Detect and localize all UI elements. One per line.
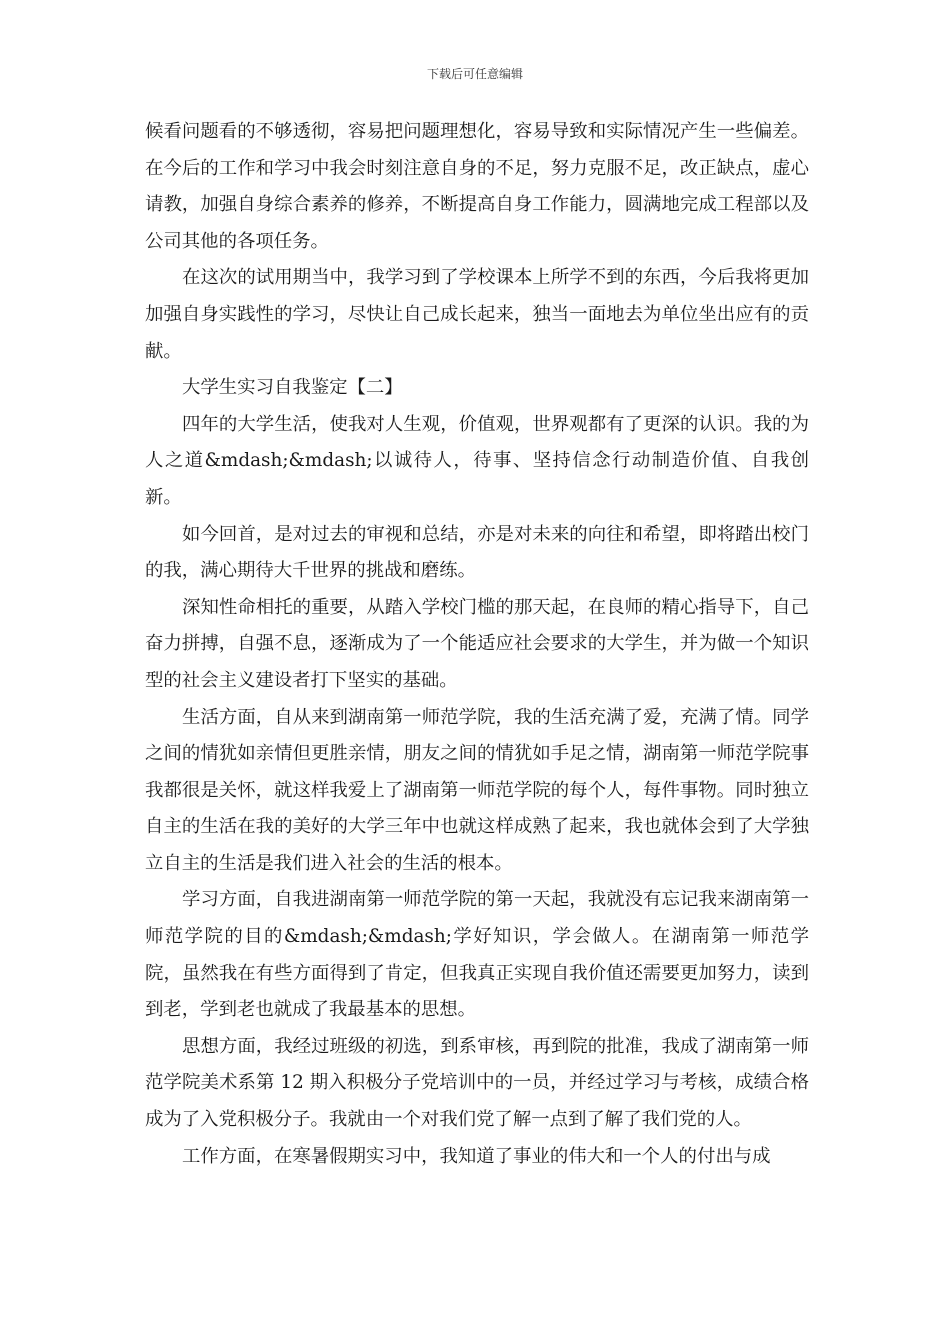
paragraph: 四年的大学生活，使我对人生观，价值观，世界观都有了更深的认识。我的为人之道&mdash;&mdash;以诚待人，待事、坚持信念行动制造价值、自我创新。: [145, 413, 809, 508]
paragraph: 学习方面，自我进湖南第一师范学院的第一天起，我就没有忘记我来湖南第一师范学院的目的&mdash;&mdash;学好知识，学会做人。在湖南第一师范学院，虽然我在有些方面得到了肯定，但我真正实现自我价值还需要更加努力，读到到老，学到老也就成了我最基本的思想。: [145, 889, 809, 1021]
paragraph: 思想方面，我经过班级的初选，到系审核，再到院的批准，我成了湖南第一师范学院美术系第 12 期入积极分子党培训中的一员，并经过学习与考核，成绩合格成为了入党积极分子。我就由一个对我们党了解一点到了解了我们党的人。: [145, 1035, 809, 1131]
paragraph: 深知性命相托的重要，从踏入学校门槛的那天起，在良师的精心指导下，自己奋力拼搏，自强不息，逐渐成为了一个能适应社会要求的大学生，并为做一个知识型的社会主义建设者打下坚实的基础。: [145, 596, 809, 691]
section-heading: 大学生实习自我鉴定【二】: [182, 377, 403, 399]
paragraph: 在这次的试用期当中，我学习到了学校课本上所学不到的东西，今后我将更加加强自身实践性的学习，尽快让自己成长起来，独当一面地去为单位坐出应有的贡献。: [145, 267, 809, 362]
paragraph: 生活方面，自从来到湖南第一师范学院，我的生活充满了爱，充满了情。同学之间的情犹如亲情但更胜亲情，朋友之间的情犹如手足之情，湖南第一师范学院事我都很是关怀，就这样我爱上了湖南第一师范学院的每个人，每件事物。同时独立自主的生活在我的美好的大学三年中也就这样成熟了起来，我也就体会到了大学独立自主的生活是我们进入社会的生活的根本。: [145, 706, 809, 874]
paragraph: 工作方面，在寒暑假期实习中，我知道了事业的伟大和一个人的付出与成: [182, 1145, 771, 1167]
document-body: [145, 114, 809, 1175]
paragraph: 候看问题看的不够透彻，容易把问题理想化，容易导致和实际情况产生一些偏差。在今后的工作和学习中我会时刻注意自身的不足，努力克服不足，改正缺点，虚心请教，加强自身综合素养的修养，不断提高自身工作能力，圆满地完成工程部以及公司其他的各项任务。: [145, 121, 809, 252]
paragraph: 如今回首，是对过去的审视和总结，亦是对未来的向往和希望，即将踏出校门的我，满心期待大千世界的挑战和磨练。: [145, 523, 809, 582]
page-header: 下载后可任意编辑: [426, 67, 523, 81]
